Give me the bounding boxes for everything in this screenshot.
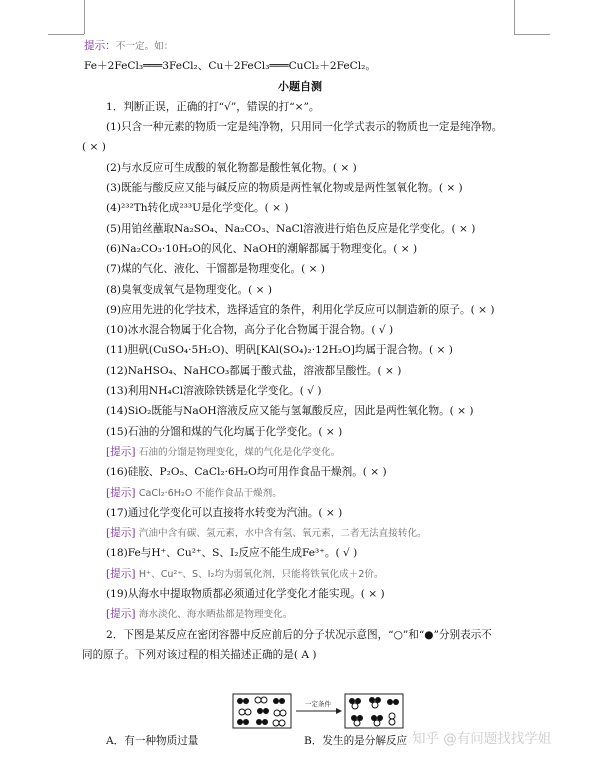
item-19: (19)从海水中提取物质都必须通过化学变化才能实现。( × ): [106, 588, 385, 601]
item-18: (18)Fe与H⁺、Cu²⁺、S、I₂反应不能生成Fe³⁺。( √ ): [106, 547, 358, 560]
hint-15: [84, 442, 516, 462]
hint-text: 石油的分馏是物理变化，煤的气化是化学变化。: [138, 446, 341, 458]
hint-18: [84, 564, 516, 584]
hint-text: 不一定。如：: [115, 41, 174, 52]
item-12: (12)NaHSO₄、NaHCO₃都属于酸式盐，溶液都呈酸性。( × ): [106, 364, 402, 377]
reactant-container: [233, 694, 291, 728]
item-17: (17)通过化学变化可以直接将水转变为汽油。( × ): [106, 506, 343, 519]
item-9: (9)应用先进的化学技术，选择适宜的条件，利用化学反应可以制造新的原子。( × ): [106, 303, 495, 316]
hint-text: H⁺、Cu²⁺、S、I₂均为弱氧化剂，只能将铁氧化成＋2价。: [138, 568, 384, 580]
crop-mark-top-right-v: [514, 0, 515, 34]
reaction-condition-label: 一定条件: [305, 700, 331, 708]
item-11: (11)胆矾(CuSO₄·5H₂O)、明矾[KAl(SO₄)₂·12H₂O]均属于混合物。( × ): [106, 344, 453, 357]
hint-16: [84, 483, 516, 503]
item-7: (7)煤的气化、液化、干馏都是物理变化。( × ): [106, 263, 325, 276]
reaction-diagram: [232, 693, 404, 731]
hint-label: [提示]: [106, 445, 136, 458]
document-page: [84, 36, 516, 665]
item-3: (3)既能与酸反应又能与碱反应的物质是两性氧化物或是两性氢氧化物。( × ): [106, 182, 463, 195]
product-container: [345, 694, 403, 728]
hint-line: [84, 36, 516, 56]
hint-text: CaCl₂·6H₂O 不能作食品干燥剂。: [138, 487, 282, 499]
item-1-answer: ( × ): [82, 141, 106, 154]
item-14: (14)SiO₂既能与NaOH溶液反应又能与氢氟酸反应，因此是两性氧化物。( × ): [106, 405, 474, 418]
question-2-stem-cont: 同的原子。下列对该过程的相关描述正确的是( A ): [82, 648, 317, 661]
hint-label: [提示]: [106, 486, 136, 499]
crop-mark-top-left-v: [84, 0, 85, 34]
hint-17: [84, 523, 516, 543]
item-4: (4)²³²Th转化成²³³U是化学变化。( × ): [106, 202, 289, 215]
hint-text: 汽油中含有碳、氢元素，水中含有氢、氧元素，二者无法直接转化。: [138, 528, 427, 540]
item-13: (13)利用NH₄Cl溶液除铁锈是化学变化。( √ ): [106, 385, 322, 398]
equation-line: Fe＋2FeCl₃═══3FeCl₂、Cu＋2FeCl₃═══CuCl₂＋2FeCl₂。: [84, 60, 376, 73]
option-a: A．有一种物质过量: [106, 735, 199, 747]
crop-mark-top-right-h: [514, 34, 550, 35]
hint-19: [84, 604, 516, 624]
reaction-arrow: [296, 708, 342, 714]
hint-label: [提示]: [106, 567, 136, 580]
item-2: (2)与水反应可生成酸的氧化物都是酸性氧化物。( × ): [106, 161, 357, 174]
item-1: (1)只含一种元素的物质一定是纯净物，只用同一化学式表示的物质也一定是纯净物。: [106, 121, 503, 134]
item-16: (16)硅胶、P₂O₅、CaCl₂·6H₂O均可用作食品干燥剂。( × ): [106, 466, 387, 479]
question-2-stem: 2．下图是某反应在密闭容器中反应前后的分子状况示意图，“○”和“●”分别表示不: [106, 628, 492, 641]
watermark: 知乎 @有问题找找学姐: [412, 731, 552, 747]
item-6: (6)Na₂CO₃·10H₂O的风化、NaOH的潮解都属于物理变化。( × ): [106, 242, 418, 255]
item-10: (10)冰水混合物属于化合物，高分子化合物属于混合物。( √ ): [106, 324, 394, 337]
item-15: (15)石油的分馏和煤的气化均属于化学变化。( × ): [106, 425, 343, 438]
hint-text: 海水淡化、海水晒盐都是物理变化。: [138, 609, 293, 621]
crop-mark-top-left-h: [48, 34, 84, 35]
section-title: 小题自测: [278, 79, 322, 93]
option-b: B．发生的是分解反应: [304, 735, 408, 747]
hint-label: [提示]: [106, 527, 136, 540]
hint-label: 提示：: [84, 40, 116, 52]
hint-label: [提示]: [106, 608, 136, 621]
item-5: (5)用铂丝蘸取Na₂SO₄、Na₂CO₃、NaCl溶液进行焰色反应是化学变化。( × ): [106, 222, 476, 235]
question-1-stem: 1．判断正误，正确的打“√”，错误的打“×”。: [106, 100, 320, 113]
item-8: (8)臭氧变成氧气是物理变化。( × ): [106, 283, 273, 296]
